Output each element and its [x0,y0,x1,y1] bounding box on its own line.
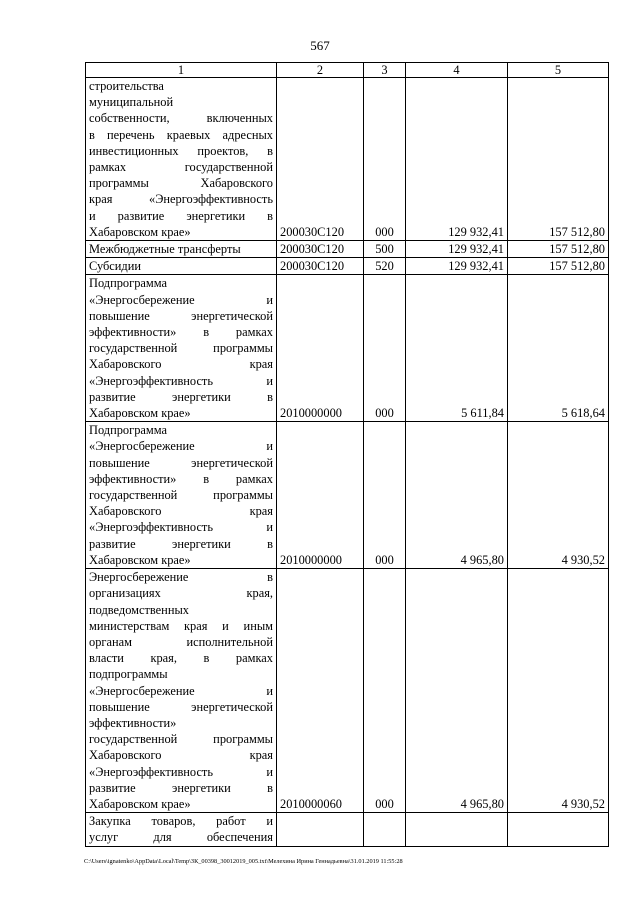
item-name-line: государственной программы [89,732,273,747]
item-name-line: развитие энергетики в [89,780,273,795]
table-row [86,422,609,569]
table-header-row [86,63,609,78]
amount-cell-col4: 129 932,41 [406,241,508,258]
item-name-line: муниципальной [89,95,174,110]
amount-cell-col4: 4 965,80 [406,422,508,569]
expense-type-cell: 000 [364,569,406,813]
item-name-line: Хабаровского края [89,504,273,519]
item-name-line: эффективности» [89,715,177,730]
item-name-cell [86,241,277,258]
expense-type-cell: 500 [364,241,406,258]
item-name-cell [86,422,277,569]
amount-cell-col5: 157 512,80 [508,258,609,275]
item-name-line: края «Энергоэффективность [89,192,273,207]
column-header: 5 [508,63,609,78]
item-name-line: инвестиционных проектов, в [89,143,273,158]
column-header: 3 [364,63,406,78]
item-name-line: подпрограммы [89,667,168,682]
table-row [86,241,609,258]
item-name-line: министерствам края и иным [89,618,273,633]
item-name-line: Подпрограмма [89,276,167,291]
item-name-line: «Энергоэффективность и [89,520,273,535]
item-name-line: органам исполнительной [89,634,273,649]
expense-type-cell [364,813,406,846]
item-name-line: государственной программы [89,341,273,356]
column-header: 1 [86,63,277,78]
item-name-line: «Энергосбережение и [89,439,273,454]
item-name-line: развитие энергетики в [89,536,273,551]
item-name-line: государственной программы [89,488,273,503]
file-path-footer: C:\Users\ignatenko\AppData\Local\Temp\ЗК_00398_30012019_005.txt\Мелехина Ирина Геннадьевна\31.01.2019 11:55:28 [84,858,403,865]
expense-type-cell: 520 [364,258,406,275]
target-code-cell: 2010000000 [277,422,364,569]
item-name-line: эффективности» в рамках [89,325,273,340]
amount-cell-col5: 4 930,52 [508,569,609,813]
item-name-line: программы Хабаровского [89,176,273,191]
table-row [86,258,609,275]
item-name-line: повышение энергетической [89,455,273,470]
item-name-line: Хабаровского края [89,357,273,372]
item-name-cell [86,258,277,275]
table-row [86,569,609,813]
item-name-line: «Энергоэффективность и [89,764,273,779]
item-name-cell [86,813,277,846]
item-name-line: организациях края, [89,586,273,601]
table-row [86,275,609,422]
item-name-line: Энергосбережение в [89,570,273,585]
item-name-line: в перечень краевых адресных [89,127,273,142]
amount-cell-col4 [406,813,508,846]
amount-cell-col4: 129 932,41 [406,78,508,241]
item-name-cell [86,569,277,813]
item-name-line: собственности, включенных [89,111,273,126]
amount-cell-col4: 5 611,84 [406,275,508,422]
item-name-line: повышение энергетической [89,308,273,323]
item-name-line: Хабаровском крае» [89,224,191,239]
table-row [86,78,609,241]
target-code-cell: 200030С120 [277,258,364,275]
budget-table [85,62,609,847]
item-name-line: эффективности» в рамках [89,471,273,486]
target-code-cell: 2010000000 [277,275,364,422]
item-name-line: Хабаровском крае» [89,552,191,567]
target-code-cell: 200030С120 [277,241,364,258]
target-code-cell: 2010000060 [277,569,364,813]
amount-cell-col4: 129 932,41 [406,258,508,275]
item-name-line: власти края, в рамках [89,651,273,666]
table-row [86,813,609,846]
item-name-line: рамках государственной [89,160,273,175]
expense-type-cell: 000 [364,422,406,569]
item-name-line: Субсидии [89,259,141,274]
item-name-line: повышение энергетической [89,699,273,714]
item-name-line: строительства [89,79,164,93]
amount-cell-col5: 5 618,64 [508,275,609,422]
amount-cell-col5: 157 512,80 [508,78,609,241]
item-name-cell [86,78,277,241]
amount-cell-col5: 4 930,52 [508,422,609,569]
item-name-line: и развитие энергетики в [89,208,273,223]
item-name-line: «Энергосбережение и [89,292,273,307]
expense-type-cell: 000 [364,275,406,422]
column-header: 2 [277,63,364,78]
item-name-line: Хабаровском крае» [89,796,191,811]
item-name-line: Хабаровском крае» [89,406,191,421]
expense-type-cell: 000 [364,78,406,241]
item-name-line: развитие энергетики в [89,389,273,404]
item-name-line: Закупка товаров, работ и [89,814,273,829]
amount-cell-col4: 4 965,80 [406,569,508,813]
item-name-line: подведомственных [89,602,189,617]
amount-cell-col5 [508,813,609,846]
item-name-cell [86,275,277,422]
target-code-cell: 200030С120 [277,78,364,241]
column-header: 4 [406,63,508,78]
amount-cell-col5: 157 512,80 [508,241,609,258]
item-name-line: услуг для обеспечения [89,830,273,845]
item-name-line: Хабаровского края [89,748,273,763]
item-name-line: «Энергосбережение и [89,683,273,698]
item-name-line: Подпрограмма [89,423,167,438]
page-number: 567 [310,38,330,53]
target-code-cell [277,813,364,846]
item-name-line: Межбюджетные трансферты [89,242,241,257]
item-name-line: «Энергоэффективность и [89,373,273,388]
